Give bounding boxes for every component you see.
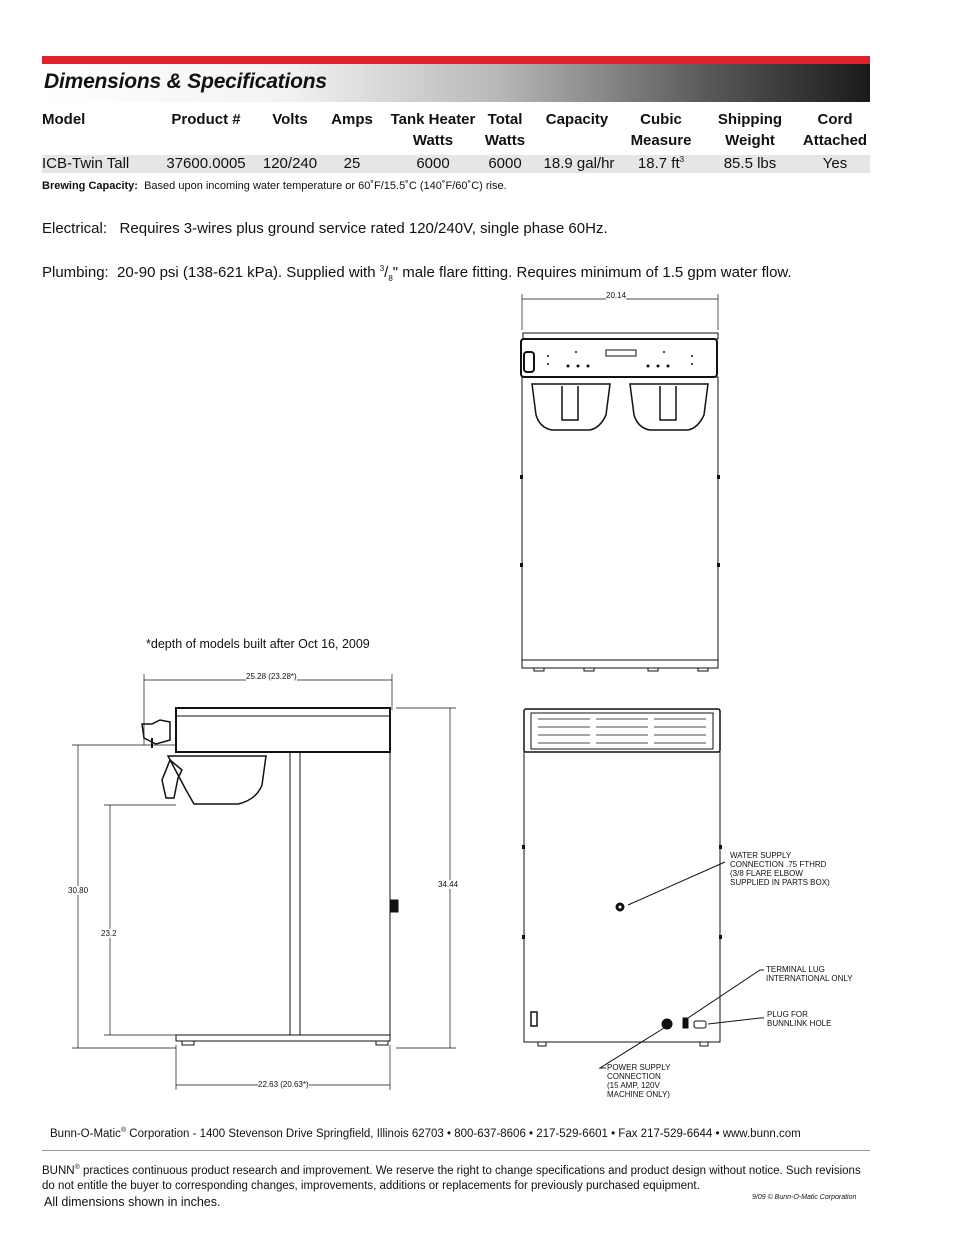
- col-header-amps: Amps: [331, 111, 373, 128]
- electrical-spec: Electrical: Requires 3-wires plus ground service rated 120/240V, single phase 60Hz.: [42, 220, 608, 237]
- col-header-product: Product #: [171, 111, 241, 128]
- col-header-capacity: Capacity: [545, 111, 609, 128]
- depth-note: *depth of models built after Oct 16, 2009: [146, 637, 370, 651]
- cell-volts: 120/240: [262, 155, 318, 172]
- callout-water-supply: WATER SUPPLY CONNECTION .75 FTHRD (3/8 FLARE ELBOW SUPPLIED IN PARTS BOX): [730, 851, 830, 887]
- cell-cord: Yes: [822, 155, 848, 172]
- rear-view-drawing: [522, 709, 764, 1068]
- dim-depth-bottom: 22.63 (20.63*): [258, 1080, 309, 1089]
- dim-height-under: 23.2: [101, 929, 117, 938]
- cell-amps: 25: [343, 155, 361, 172]
- col-header-model: Model: [42, 111, 86, 128]
- side-view-drawing: [72, 674, 459, 1090]
- dim-height-side: 34.44: [438, 880, 459, 889]
- col-header-volts: Volts: [272, 111, 308, 128]
- brewing-capacity-note: Brewing Capacity: Based upon incoming water temperature or 60˚F/15.5˚C (140˚F/60˚C) rise.: [42, 180, 507, 192]
- dimensions-note: All dimensions shown in inches.: [44, 1195, 221, 1209]
- page-title: Dimensions & Specifications: [44, 70, 327, 93]
- dim-width-top: 20.14: [606, 291, 627, 300]
- footer-address: Bunn-O-Matic® Corporation - 1400 Stevenson Drive Springfield, Illinois 62703 • 800-637-8606 • 217-529-6601 • Fax 217-529-6644 • www.bunn.com: [50, 1127, 801, 1140]
- cell-shipping: 85.5 lbs: [723, 155, 777, 172]
- footer-divider: [42, 1150, 870, 1151]
- copyright: 9/09 © Bunn-O-Matic Corporation: [752, 1194, 857, 1201]
- cell-model: ICB-Twin Tall: [42, 155, 130, 172]
- front-view-drawing: [520, 294, 720, 671]
- cell-tank-watts: 6000: [416, 155, 450, 172]
- cell-capacity: 18.9 gal/hr: [543, 155, 615, 172]
- cell-product: 37600.0005: [166, 155, 246, 172]
- col-header-cord: Cord Attached: [802, 111, 868, 149]
- footer-disclaimer: BUNN® practices continuous product research and improvement. We reserve the right to change specifications and product design without notice. Such revisions do not entitle the buyer to corresponding changes, improvements, additions or replacements for previously purchased equipment.: [42, 1164, 861, 1192]
- plumbing-spec: Plumbing: 20-90 psi (138-621 kPa). Supplied with $^3/_8$" male flare fitting. Requires minimum of 1.5 gpm water flow.: [42, 264, 792, 283]
- col-header-total-watts: Total Watts: [484, 111, 526, 149]
- cell-cubic: 18.7 $ft^3$: [637, 155, 685, 172]
- dim-depth-top: 25.28 (23.28*): [246, 672, 297, 681]
- callout-terminal-lug: TERMINAL LUG INTERNATIONAL ONLY: [766, 965, 853, 983]
- col-header-cubic: Cubic Measure: [630, 111, 692, 149]
- callout-plug: PLUG FOR BUNNLINK HOLE: [767, 1010, 832, 1028]
- callout-power-supply: POWER SUPPLY CONNECTION (15 AMP, 120V MACHINE ONLY): [607, 1063, 671, 1099]
- col-header-shipping: Shipping Weight: [717, 111, 783, 149]
- cell-total-watts: 6000: [488, 155, 522, 172]
- col-header-tank-heater: Tank Heater Watts: [390, 111, 476, 149]
- dim-height-total: 30.80: [68, 886, 89, 895]
